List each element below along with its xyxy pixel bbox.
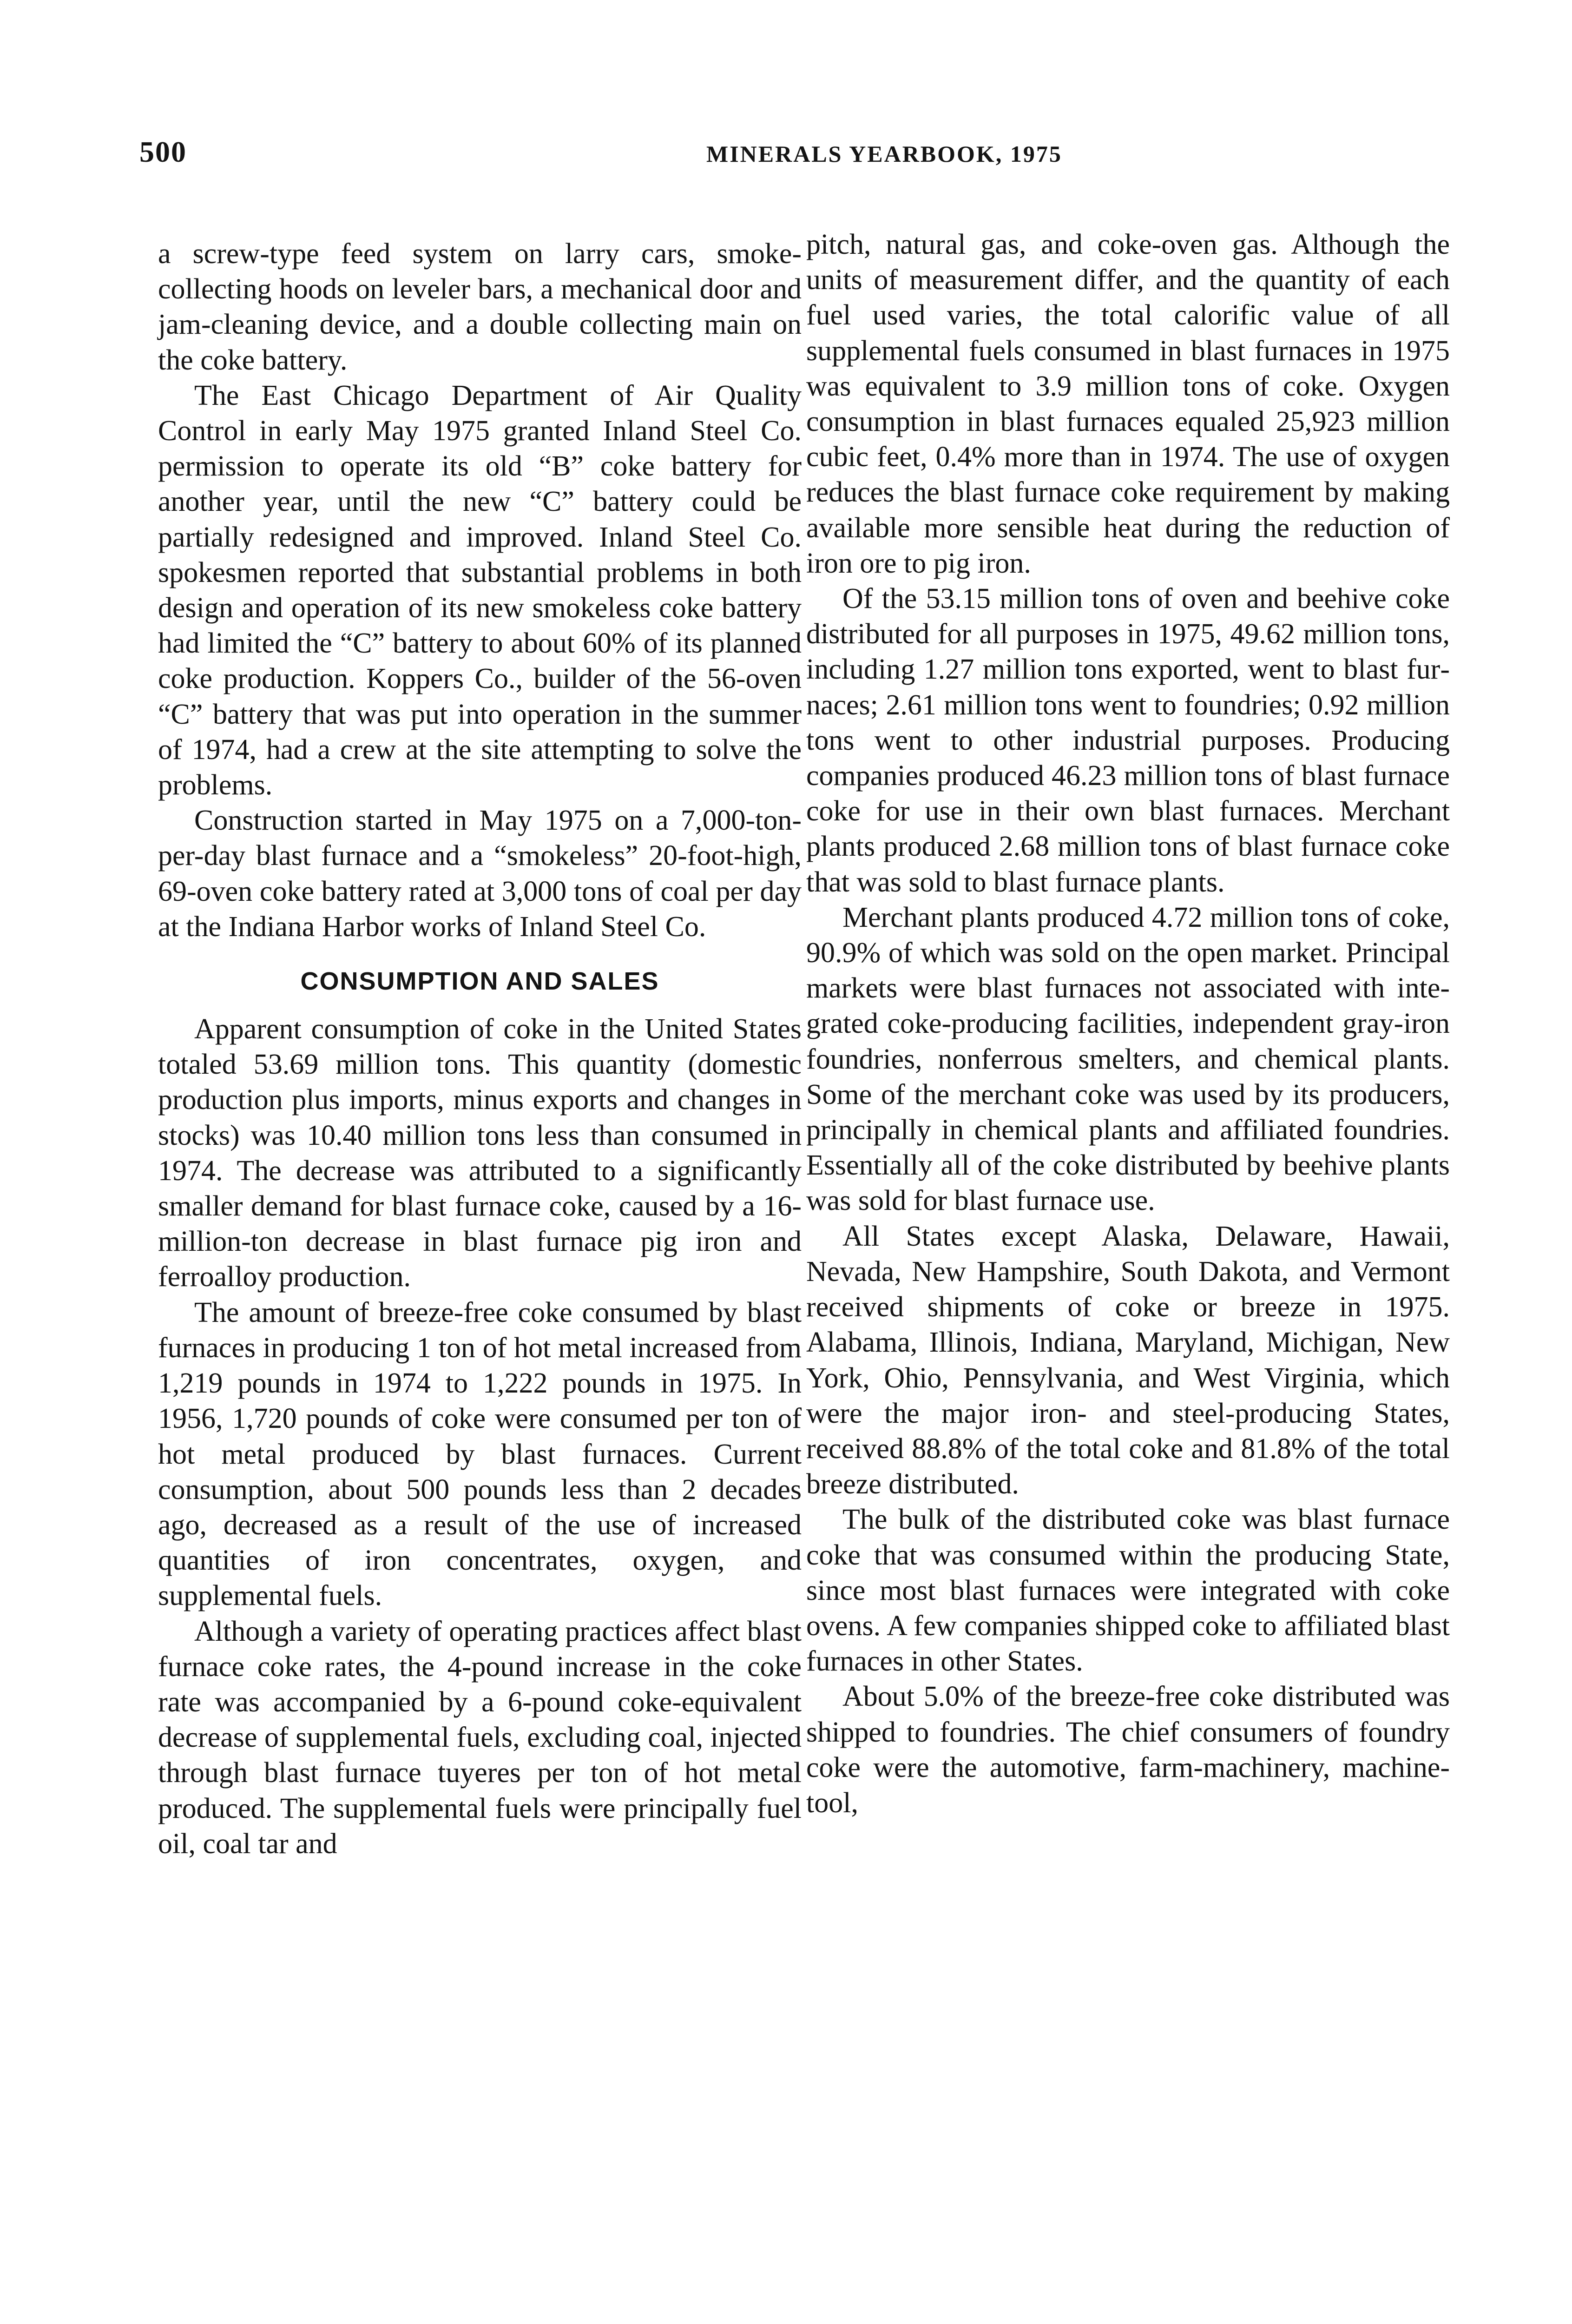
paragraph: About 5.0% of the breeze-free coke distributed was shipped to foundries. The chief consumers of foundry coke were the automotive, farm-machinery, machine-tool, [806, 1681, 1450, 1819]
left-column [158, 236, 802, 1862]
paragraph: Of the 53.15 million tons of oven and beehive coke distributed for all purposes in 1975, 49.62 million tons, including 1.27 million tons exported, went to blast furnaces; 2.61 million tons went to foundries; 0.92 million tons went to other industrial purposes. Producing companies produced 46.23 million tons of blast furnace coke for use in their own blast furnaces. Merchant plants produced 2.68 million tons of blast furnace coke that was sold to blast furnace plants. [806, 583, 1450, 898]
running-head: MINERALS YEARBOOK, 1975 [706, 141, 1062, 167]
paragraph: a screw-type feed system on larry cars, smoke-collecting hoods on leveler bars, a mechanical door and jam-cleaning device, and a double collecting main on the coke battery. [158, 238, 802, 376]
paragraph: Construction started in May 1975 on a 7,000-ton-per-day blast furnace and a “smokeless” 20-foot-high, 69-oven coke battery rated at 3,000 tons of coal per day at the Indiana Harbor works of Inland Steel Co. [158, 805, 802, 943]
paragraph: Although a variety of operating practices affect blast furnace coke rates, the 4-pound increase in the coke rate was accompanied by a 6-pound coke-equivalent decrease of supplemental fuels, excluding coal, injected through blast furnace tuyeres per ton of hot metal produced. The supplemental fuels were principally fuel oil, coal tar and [158, 1615, 802, 1860]
page-number: 500 [139, 135, 187, 168]
paragraph: pitch, natural gas, and coke-oven gas. Although the units of measurement differ, and the quantity of each fuel used varies, the total calorific value of all supplemental fuels consumed in blast furnaces in 1975 was equivalent to 3.9 million tons of coke. Oxygen consumption in blast furnaces equaled 25,923 million cubic feet, 0.4% more than in 1974. The use of oxygen reduces the blast furnace coke requirement by making available more sensible heat during the reduction of iron ore to pig iron. [806, 229, 1450, 579]
paragraph: All States except Alaska, Delaware, Hawaii, Nevada, New Hampshire, South Dakota, and Vermont received shipments of coke or breeze in 1975. Alabama, Illinois, Indiana, Maryland, Michigan, New York, Ohio, Pennsylvania, and West Virginia, which were the major iron- and steel-producing States, received 88.8% of the total coke and 81.8% of the total breeze distributed. [806, 1220, 1450, 1500]
section-heading: CONSUMPTION AND SALES [300, 967, 659, 996]
paragraph: The amount of breeze-free coke consumed by blast furnaces in producing 1 ton of hot metal increased from 1,219 pounds in 1974 to 1,222 pounds in 1975. In 1956, 1,720 pounds of coke were consumed per ton of hot metal produced by blast furnaces. Current consumption, about 500 pounds less than 2 decades ago, decreased as a result of the use of increased quantities of iron concentrates, oxygen, and supplemental fuels. [158, 1296, 802, 1612]
paragraph: The East Chicago Department of Air Quality Control in early May 1975 granted Inland Steel Co. permission to operate its old “B” coke battery for another year, until the new “C” battery could be partially redesigned and improved. Inland Steel Co. spokesmen reported that substantial problems in both design and operation of its new smokeless coke battery had limited the “C” battery to about 60% of its planned coke production. Koppers Co., builder of the 56-oven “C” battery that was put into operation in the summer of 1974, had a crew at the site attempting to solve the problems. [158, 379, 802, 801]
right-column [806, 227, 1450, 1821]
paragraph: The bulk of the distributed coke was blast furnace coke that was consumed within the producing State, since most blast furnaces were integrated with coke ovens. A few companies shipped coke to affiliated blast furnaces in other States. [806, 1504, 1450, 1677]
page-header [139, 135, 1454, 177]
paragraph: Apparent consumption of coke in the United States totaled 53.69 million tons. This quantity (domestic production plus imports, minus exports and changes in stocks) was 10.40 million tons less than consumed in 1974. The decrease was attributed to a significantly smaller demand for blast furnace coke, caused by a 16-million-ton decrease in blast furnace pig iron and ferroalloy production. [158, 1013, 802, 1293]
paragraph: Merchant plants produced 4.72 million tons of coke, 90.9% of which was sold on the open market. Principal markets were blast furnaces not associated with integrated coke-producing facilities, independent gray-iron foundries, nonferrous smelters, and chemical plants. Some of the merchant coke was used by its producers, principally in chemical plants and affiliated foundries. Essentially all of the coke distributed by beehive plants was sold for blast furnace use. [806, 901, 1450, 1217]
